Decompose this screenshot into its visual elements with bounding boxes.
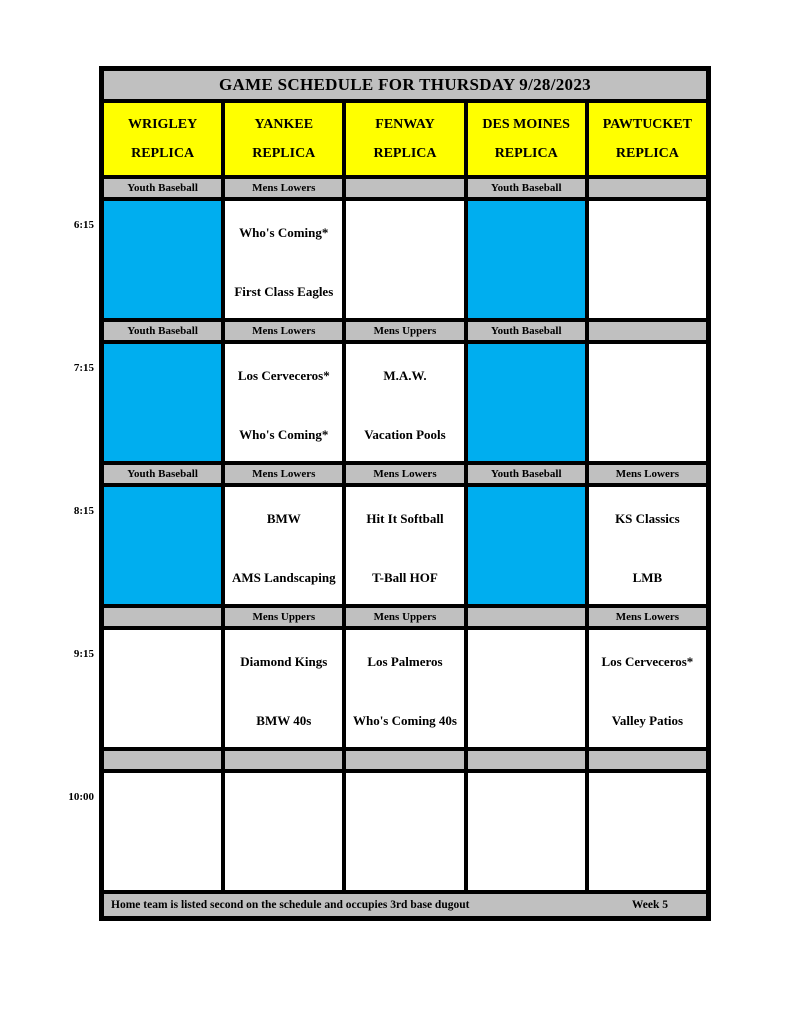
time-label-715: 7:15 <box>73 362 94 374</box>
league-label: Youth Baseball <box>468 465 585 483</box>
home-team: Valley Patios <box>611 713 684 729</box>
league-label: Youth Baseball <box>104 465 221 483</box>
visitor-team: Los Palmeros <box>367 654 443 669</box>
league-label <box>589 179 706 197</box>
league-label: Mens Lowers <box>589 608 706 626</box>
league-label: Mens Lowers <box>225 179 342 197</box>
game-cell <box>225 201 342 318</box>
league-label <box>589 322 706 340</box>
game-cell <box>589 773 706 890</box>
home-team: AMS Landscaping <box>231 570 336 586</box>
game-cell <box>468 487 585 604</box>
field-name-suffix: REPLICA <box>252 145 316 161</box>
game-cell <box>225 630 342 747</box>
league-label <box>468 608 585 626</box>
game-cell <box>104 201 221 318</box>
visitor-team: Who's Coming* <box>239 225 329 240</box>
home-team: T-Ball HOF <box>372 570 438 586</box>
league-label: Youth Baseball <box>468 179 585 197</box>
game-cell <box>589 201 706 318</box>
field-header-fenway <box>346 103 463 175</box>
home-team: LMB <box>632 570 663 586</box>
field-header-des-moines <box>468 103 585 175</box>
visitor-team: Diamond Kings <box>240 654 328 669</box>
league-label: Mens Lowers <box>225 322 342 340</box>
home-team: First Class Eagles <box>234 284 334 300</box>
visitor-team: Los Cerveceros* <box>601 654 694 669</box>
footer-bar <box>104 894 706 916</box>
schedule-title: GAME SCHEDULE FOR THURSDAY 9/28/2023 <box>104 71 706 99</box>
home-team: Vacation Pools <box>364 427 446 443</box>
game-cell <box>104 487 221 604</box>
game-cell <box>225 487 342 604</box>
game-cell <box>225 344 342 461</box>
field-name: FENWAY <box>375 116 435 132</box>
time-label-815: 8:15 <box>73 505 94 517</box>
league-label <box>225 751 342 769</box>
league-label <box>346 751 463 769</box>
visitor-team: KS Classics <box>615 511 680 526</box>
time-label-615: 6:15 <box>73 219 94 231</box>
field-header-pawtucket <box>589 103 706 175</box>
game-cell <box>589 630 706 747</box>
field-name-suffix: REPLICA <box>615 145 679 161</box>
league-label <box>589 751 706 769</box>
league-label: Mens Uppers <box>346 322 463 340</box>
league-label: Mens Uppers <box>225 608 342 626</box>
field-name-suffix: REPLICA <box>494 145 558 161</box>
schedule-table <box>99 66 711 921</box>
game-cell <box>468 201 585 318</box>
league-label: Mens Lowers <box>589 465 706 483</box>
time-label-915: 9:15 <box>73 648 94 660</box>
league-label: Youth Baseball <box>468 322 585 340</box>
game-cell <box>468 773 585 890</box>
field-name: PAWTUCKET <box>602 116 692 132</box>
field-name: WRIGLEY <box>127 116 198 132</box>
home-team: BMW 40s <box>256 713 312 729</box>
visitor-team: M.A.W. <box>383 368 427 383</box>
home-team: Who's Coming 40s <box>352 713 457 729</box>
game-cell <box>104 773 221 890</box>
visitor-team: Hit It Softball <box>366 511 444 526</box>
league-label <box>104 608 221 626</box>
game-cell <box>468 344 585 461</box>
field-name: YANKEE <box>254 116 314 132</box>
game-cell <box>346 773 463 890</box>
game-cell <box>468 630 585 747</box>
game-cell <box>104 630 221 747</box>
league-label: Mens Uppers <box>346 608 463 626</box>
game-cell <box>589 344 706 461</box>
visitor-team: BMW <box>266 511 301 526</box>
footer-note: Home team is listed second on the schedule and occupies 3rd base dugout <box>111 899 470 911</box>
field-name-suffix: REPLICA <box>373 145 437 161</box>
game-cell <box>104 344 221 461</box>
league-label <box>104 751 221 769</box>
game-cell <box>346 201 463 318</box>
field-header-yankee <box>225 103 342 175</box>
game-cell <box>346 630 463 747</box>
league-label <box>346 179 463 197</box>
league-label: Mens Lowers <box>346 465 463 483</box>
game-cell <box>589 487 706 604</box>
game-cell <box>225 773 342 890</box>
visitor-team: Los Cerveceros* <box>237 368 330 383</box>
league-label <box>468 751 585 769</box>
field-header-wrigley <box>104 103 221 175</box>
time-label-1000: 10:00 <box>68 791 94 803</box>
league-label: Youth Baseball <box>104 322 221 340</box>
game-cell <box>346 344 463 461</box>
game-cell <box>346 487 463 604</box>
league-label: Youth Baseball <box>104 179 221 197</box>
league-label: Mens Lowers <box>225 465 342 483</box>
home-team: Who's Coming* <box>239 427 329 443</box>
week-label: Week 5 <box>631 899 668 911</box>
field-name-suffix: REPLICA <box>131 145 195 161</box>
field-name: DES MOINES <box>482 116 570 132</box>
